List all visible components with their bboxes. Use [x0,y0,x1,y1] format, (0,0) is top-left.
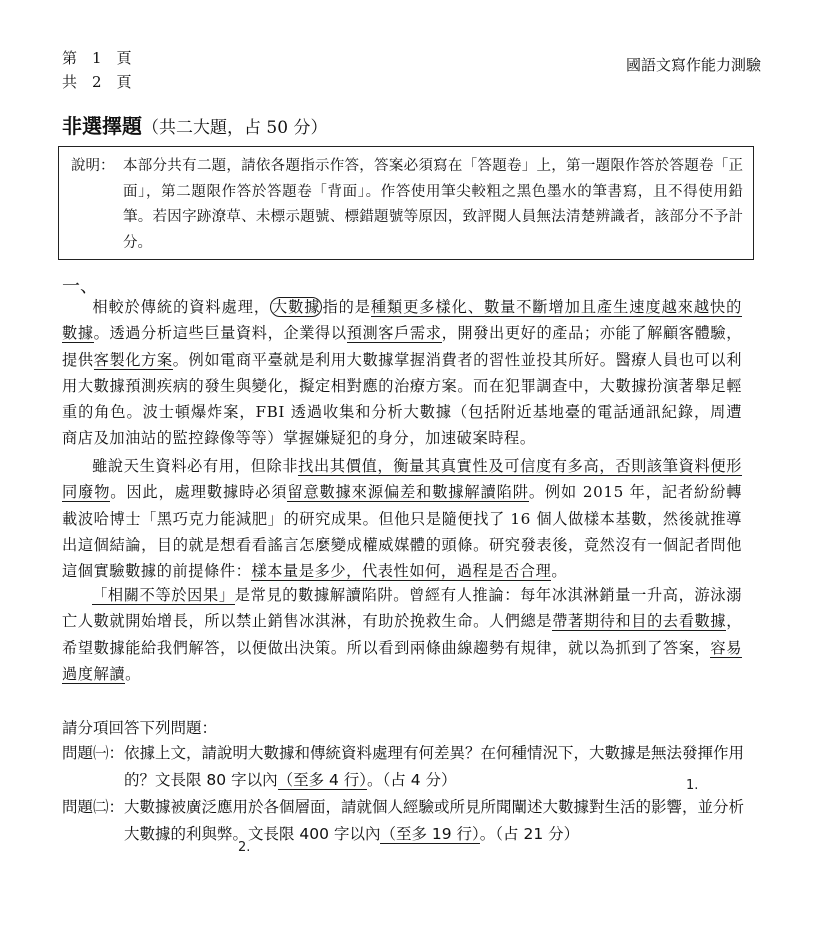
text-run: 。例如電商平臺就是利用大數據掌握消費者的習性並投其所好。醫療人員也可以利用大數據預測疾病的發生與變化，擬定相對應的治療方案。而在犯罪調查中，大數據扮演著舉足輕重的角色。波士頓爆炸案，FBI 透過收集和分析大數據（包括附近基地臺的電話通訊紀錄，周遭商店及加油站的監控錄像等等）掌握嫌疑犯的身分，加速破案時程。 [62,350,743,448]
handwritten-mark-2: 2. [238,840,251,855]
exam-name: 國語文寫作能力測驗 [625,56,761,74]
instructions-box [58,146,754,260]
underlined-phrase: 找出其價值，衡量其真實性及可信度有多高，否則該筆資料便形同廢物 [62,457,742,502]
underlined-phrase: 樣本量是多少，代表性如何，過程是否合理 [251,562,552,581]
text-run: 。例如 2015 年，記者紛紛轉載波哈博士「黑巧克力能減肥」的研究成果。但他只是隨便找了 16 個人做樣本基數，然後就推導出這個結論，目的就是想看看謠言怎麼變成權威媒體的頭條。研究發表後，竟然沒有一個記者問他這個實驗數據的前提條件： [62,483,742,581]
text-run: ，開發出更好的產品；亦能了解顧客體驗，提供 [62,324,743,369]
underlined-phrase: 容易過度解讀 [62,638,742,683]
passage-paragraph-1 [62,294,742,452]
text-run: 。 [125,664,141,683]
instructions-text: 本部分共有二題，請依各題指示作答，答案必須寫在「答題卷」上，第一題限作答於答題卷「正面」，第二題限作答於答題卷「背面」。作答使用筆尖較粗之黑色墨水的筆書寫，且不得使用鉛筆。若因字跡潦草、未標示題號、標錯題號等原因，致評閱人員無法清楚辨識者，該部分不予計分。 [123,158,743,251]
question-1 [62,740,752,794]
underlined-phrase: 留意數據來源偏差和數據解讀陷阱 [287,483,529,502]
section-title-main: 非選擇題 [62,114,142,138]
question-2-body: 大數據被廣泛應用於各個層面，請就個人經驗或所見所聞闡述大數據對生活的影響，並分析大數據的利與弊。文長限 400 字以內 [124,798,745,843]
text-run: 相較於傳統的資料處理， [92,298,270,316]
questions-intro: 請分項回答下列問題： [62,719,218,737]
passage-paragraph-2 [62,453,742,584]
text-run: 是常見的數據解讀陷阱。曾經有人推論：每年冰淇淋銷量一升高，游泳溺亡人數就開始增長，所以禁止銷售冰淇淋，有助於挽救生命。人們總是 [62,586,742,631]
underlined-phrase: 帶著期待和目的去看數據 [552,612,727,631]
underlined-phrase: 預測客戶需求 [346,324,442,343]
question-1-score: 。（占 4 分） [367,771,457,789]
section-title-sub: （共二大題，占 50 分） [142,118,328,138]
handwritten-mark-1: 1. [686,778,699,793]
text-run: 。透過分析這些巨量資料，企業得以 [93,324,347,343]
question-2-limit: （至多 19 行） [380,825,480,843]
circled-term: 大數據 [272,298,321,316]
page-total: 共 2 頁 [62,73,132,91]
page-number: 第 1 頁 [62,49,132,67]
question-1-text [124,740,752,794]
instructions-label: 說明： [71,158,115,174]
question-2-score: 。（占 21 分） [479,825,580,843]
part-number: 一、 [62,276,98,297]
text-run: ，希望數據能給我們解答，以便做出決策。所以看到兩條曲線趨勢有規律，就以為抓到了答案， [62,612,742,657]
underlined-phrase: 種類更多樣化、數量不斷增加且產生速度越來越快的數據 [62,298,742,343]
question-1-limit: （至多 4 行） [277,771,368,789]
underlined-phrase: 「相關不等於因果」 [92,586,235,604]
question-2 [62,794,752,848]
question-2-text [124,794,752,848]
text-run: 指的是 [322,298,371,316]
underlined-phrase: 客製化方案 [93,350,173,369]
text-run: 。 [551,562,568,581]
passage-paragraph-3 [62,582,742,687]
page-counter [62,46,132,94]
section-title [62,110,327,139]
text-run: 雖說天生資料必有用，但除非 [92,457,299,475]
question-1-body: 依據上文，請說明大數據和傳統資料處理有何差異？在何種情況下，大數據是無法發揮作用的？文長限 80 字以內 [124,744,745,789]
text-run: 。因此，處理數據時必須 [110,483,288,502]
question-2-label: 問題㈡： [62,798,125,816]
question-1-label: 問題㈠： [62,744,125,762]
